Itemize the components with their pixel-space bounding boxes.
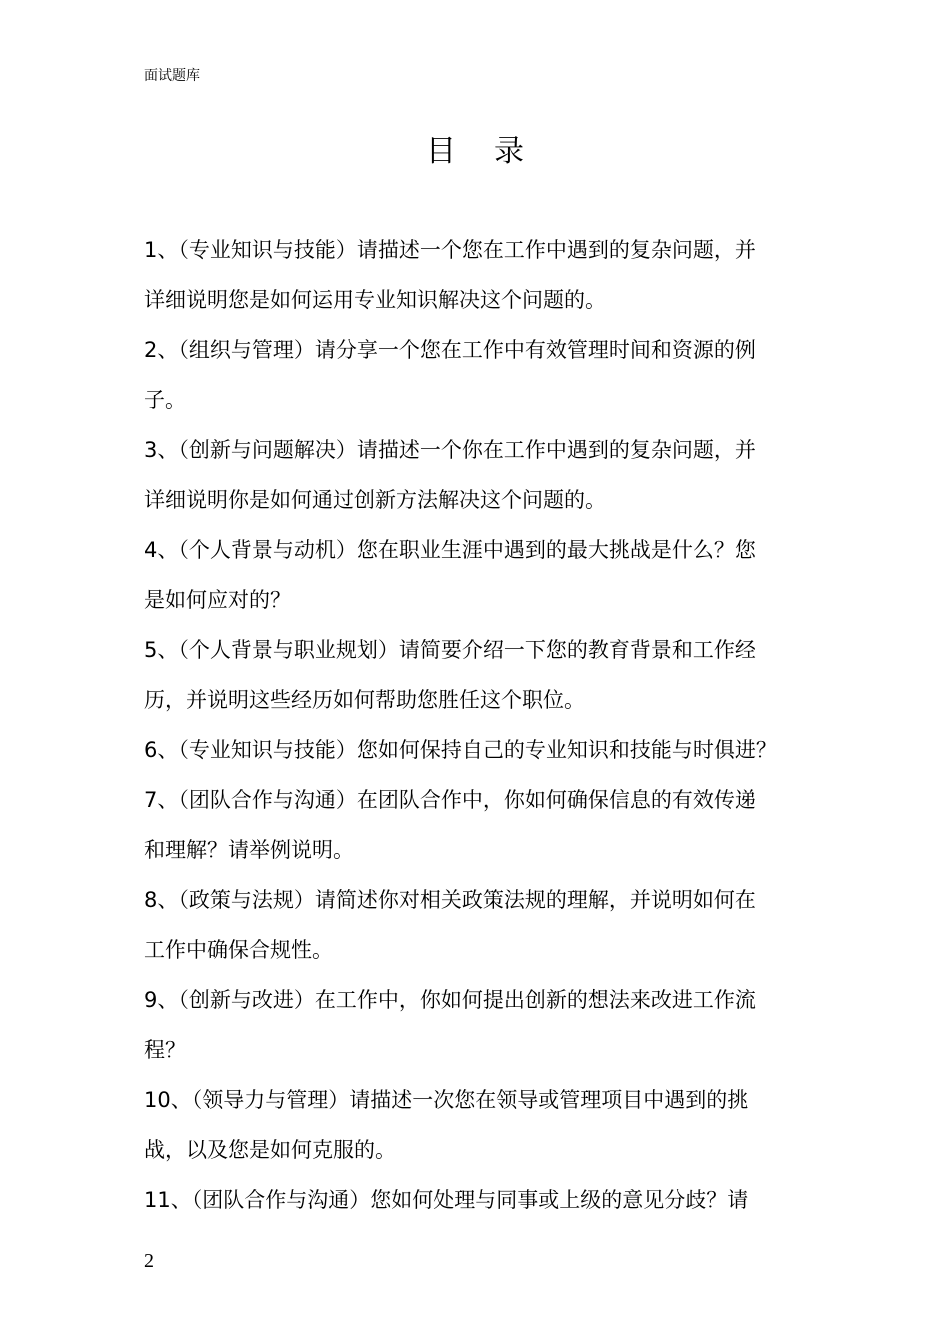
toc-item xyxy=(144,425,824,525)
toc-item-line: 和理解？请举例说明。 xyxy=(144,838,354,862)
toc-item xyxy=(144,225,824,325)
toc-item-line: 程？ xyxy=(144,1038,186,1062)
toc-item xyxy=(144,875,824,975)
toc-item-line: 1、（专业知识与技能）请描述一个您在工作中遇到的复杂问题，并 xyxy=(144,238,756,262)
toc-item-line: 4、（个人背景与动机）您在职业生涯中遇到的最大挑战是什么？您 xyxy=(144,538,756,562)
toc-item-line: 工作中确保合规性。 xyxy=(144,938,333,962)
toc-item-line: 是如何应对的？ xyxy=(144,588,291,612)
toc-item-line: 9、（创新与改进）在工作中，你如何提出创新的想法来改进工作流 xyxy=(144,988,756,1012)
toc-item-line: 6、（专业知识与技能）您如何保持自己的专业知识和技能与时俱进？ xyxy=(144,738,777,762)
toc-item-line: 2、（组织与管理）请分享一个您在工作中有效管理时间和资源的例 xyxy=(144,338,756,362)
toc-item-line: 5、（个人背景与职业规划）请简要介绍一下您的教育背景和工作经 xyxy=(144,638,756,662)
toc-item-line: 子。 xyxy=(144,388,186,412)
toc-item xyxy=(144,525,824,625)
toc-item-line: 7、（团队合作与沟通）在团队合作中，你如何确保信息的有效传递 xyxy=(144,788,756,812)
toc-item xyxy=(144,975,824,1075)
toc-item xyxy=(144,725,824,775)
page-title: 目录 xyxy=(426,134,562,169)
toc-item xyxy=(144,625,824,725)
toc-item-line: 详细说明您是如何运用专业知识解决这个问题的。 xyxy=(144,288,606,312)
toc-item-line: 8、（政策与法规）请简述你对相关政策法规的理解，并说明如何在 xyxy=(144,888,756,912)
toc-item xyxy=(144,1075,824,1175)
toc-item xyxy=(144,1175,824,1225)
toc-item xyxy=(144,325,824,425)
toc-item-line: 3、（创新与问题解决）请描述一个你在工作中遇到的复杂问题，并 xyxy=(144,438,756,462)
page-header: 面试题库 xyxy=(144,68,200,84)
table-of-contents xyxy=(144,225,824,1225)
toc-item-line: 历，并说明这些经历如何帮助您胜任这个职位。 xyxy=(144,688,585,712)
toc-item-line: 详细说明你是如何通过创新方法解决这个问题的。 xyxy=(144,488,606,512)
toc-item-line: 10、（领导力与管理）请描述一次您在领导或管理项目中遇到的挑 xyxy=(144,1088,749,1112)
toc-item-line: 战，以及您是如何克服的。 xyxy=(144,1138,396,1162)
toc-item-line: 11、（团队合作与沟通）您如何处理与同事或上级的意见分歧？请 xyxy=(144,1188,749,1212)
page-number: 2 xyxy=(144,1250,154,1272)
toc-item xyxy=(144,775,824,875)
